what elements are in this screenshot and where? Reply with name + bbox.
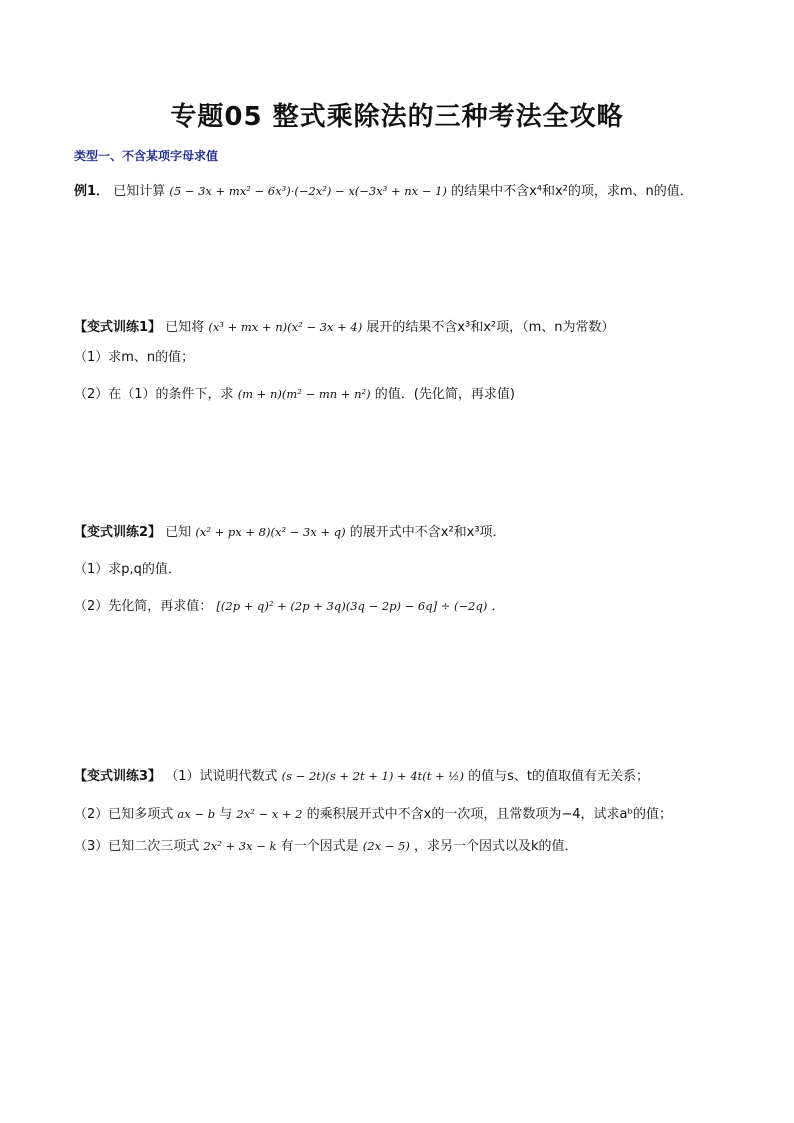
variant-2-q2-formula: [(2p + q)² + (2p + 3q)(3q − 2p) − 6q] ÷ (−2q) (216, 599, 488, 613)
variant-1-q2-post: 的值．(先化简，再求值) (374, 387, 515, 402)
page-title: 专题05 整式乘除法的三种考法全攻略 (170, 102, 624, 132)
variant-1-post: 展开的结果不含x³和x²项，（m、n为常数） (366, 320, 615, 335)
variant-3-q3-pre: （3）已知二次三项式 (74, 839, 200, 854)
variant-1-stem (74, 316, 615, 335)
variant-3-q1-formula: (s − 2t)(s + 2t + 1) + 4t(t + ½) (281, 769, 464, 783)
variant-3-q3-formula-1: 2x² + 3x − k (203, 839, 277, 853)
variant-2-stem (74, 521, 506, 540)
variant-3-q3-mid: 有一个因式是 (280, 839, 359, 854)
variant-3-q1-post: 的值与s、t的值取值有无关系； (468, 769, 649, 784)
variant-2-formula: (x² + px + 8)(x² − 3x + q) (195, 525, 346, 539)
variant-3-question-2 (74, 803, 672, 822)
variant-1-question-1: （1）求m、n的值； (74, 350, 195, 365)
variant-2-post: 的展开式中不含x²和x³项． (349, 525, 506, 540)
variant-1-question-2 (74, 383, 515, 402)
variant-2-question-1: （1）求p,q的值． (74, 562, 181, 577)
variant-3-label: 【变式训练3】 (74, 769, 162, 784)
variant-3-q2-post: 的乘积展开式中不含x的一次项，且常数项为−4，试求aᵇ的值； (306, 807, 673, 822)
variant-2-q2-post: ． (491, 599, 505, 614)
variant-1-q2-formula: (m + n)(m² − mn + n²) (237, 387, 371, 401)
variant-3-q3-post: ，求另一个因式以及k的值． (413, 839, 578, 854)
variant-1-pre: 已知将 (165, 320, 205, 335)
variant-3-q2-formula-1: ax − b (177, 807, 216, 821)
variant-3-q3-formula-2: (2x − 5) (362, 839, 410, 853)
variant-1-q2-pre: （2）在（1）的条件下，求 (74, 387, 234, 402)
variant-3-q2-mid: 与 (219, 807, 233, 822)
variant-2-label: 【变式训练2】 (74, 525, 162, 540)
variant-1-formula: (x³ + mx + n)(x² − 3x + 4) (208, 320, 363, 334)
section-heading: 类型一、不含某项字母求值 (74, 149, 219, 163)
example-1 (74, 180, 693, 199)
example-1-pre: 已知计算 (113, 184, 166, 199)
variant-3-q1-pre: （1）试说明代数式 (165, 769, 278, 784)
variant-3-question-1 (74, 765, 649, 784)
variant-3-q2-pre: （2）已知多项式 (74, 807, 174, 822)
variant-2-q2-pre: （2）先化简，再求值： (74, 599, 213, 614)
variant-3-q2-formula-2: 2x² − x + 2 (236, 807, 303, 821)
example-1-formula: (5 − 3x + mx² − 6x³)·(−2x²) − x(−3x³ + nx − 1) (169, 184, 447, 198)
variant-2-question-2 (74, 595, 504, 614)
variant-1-label: 【变式训练1】 (74, 320, 162, 335)
example-1-label: 例1． (74, 184, 110, 199)
example-1-post: 的结果中不含x⁴和x²的项，求m、n的值． (451, 184, 693, 199)
variant-3-question-3 (74, 835, 578, 854)
variant-2-pre: 已知 (165, 525, 192, 540)
